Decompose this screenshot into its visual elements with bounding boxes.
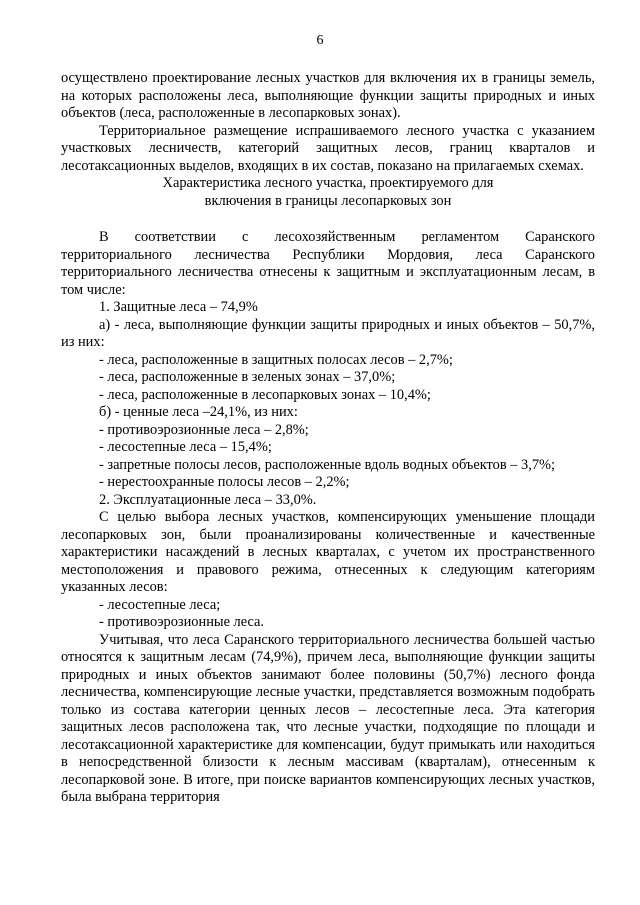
paragraph-territorial: Территориальное размещение испрашиваемого лесного участка с указанием участковых лесничеств, категорий защитных лесов, границ кварталов и лесотаксационных выделов, входящих в их состав, показано на прилагаемых схемах. <box>61 122 595 174</box>
list-item-exploitation-forests: 2. Эксплуатационные леса – 33,0%. <box>99 491 317 508</box>
list-item-a1: - леса, расположенные в защитных полосах лесов – 2,7%; <box>99 351 453 368</box>
list-item-b4: - нерестоохранные полосы лесов – 2,2%; <box>99 474 350 490</box>
category-item-1: - лесостепные леса; <box>99 596 221 613</box>
category-item-2: - противоэрозионные леса. <box>99 614 265 630</box>
list-item-a2: - леса, расположенные в зеленых зонах – 37,0%; <box>99 369 396 385</box>
paragraph-intro: осуществлено проектирование лесных участков для включения их в границы земель, на которых расположены леса, выполняющие функции защиты природных и иных объектов (леса, расположенные в лесопарковых зонах). <box>61 70 595 121</box>
paragraph-purpose: С целью выбора лесных участков, компенсирующих уменьшение площади лесопарковых зон, были проанализированы количественные и качественные характеристики насаждений в лесных кварталах, с учетом их пространственного местоположения и правового режима, отнесенных к следующим категориям указанных лесов: <box>61 509 595 595</box>
list-item-sub-a: а) - леса, выполняющие функции защиты природных и иных объектов – 50,7%, из них: <box>61 316 595 350</box>
document-body <box>61 70 595 807</box>
section-heading-line-1: Характеристика лесного участка, проектируемого для <box>162 175 494 191</box>
list-item-b2: - лесостепные леса – 15,4%; <box>99 439 272 455</box>
list-item-b1: - противоэрозионные леса – 2,8%; <box>99 421 309 438</box>
paragraph-conclusion: Учитывая, что леса Саранского территориального лесничества большей частью относятся к защитным лесам (74,9%), причем леса, выполняющие функции защиты природных и иных объектов занимают более половины (50,7%) лесного фонда лесничества, компенсирующие лесные участки, представляется возможным подобрать только из состава категории ценных лесов – лесостепные леса. Эта категория защитных лесов расположена так, что лесные участки, подходящие по площади и лесотаксационной характеристике для компенсации, будут примыкать или находиться в непосредственной близости к лесным массивам (кварталам), отнесенным к лесопарковой зоне. В итоге, при поиске вариантов компенсирующих лесных участков, была выбрана территория <box>61 631 595 805</box>
paragraph-regulation: В соответствии с лесохозяйственным регламентом Саранского территориального лесничества Республики Мордовия, леса Саранского территориального лесничества отнесены к защитным и эксплуатационным лесам, в том числе: <box>61 229 595 298</box>
spacer <box>61 210 595 229</box>
list-item-a3: - леса, расположенные в лесопарковых зонах – 10,4%; <box>99 386 431 403</box>
page-number: 6 <box>316 33 324 48</box>
section-heading-line-2: включения в границы лесопарковых зон <box>204 192 452 209</box>
list-item-sub-b: б) - ценные леса –24,1%, из них: <box>99 404 298 420</box>
list-item-protective-forests: 1. Защитные леса – 74,9% <box>99 299 258 315</box>
list-item-b3: - запретные полосы лесов, расположенные вдоль водных объектов – 3,7%; <box>99 456 555 473</box>
section-heading <box>61 175 595 210</box>
